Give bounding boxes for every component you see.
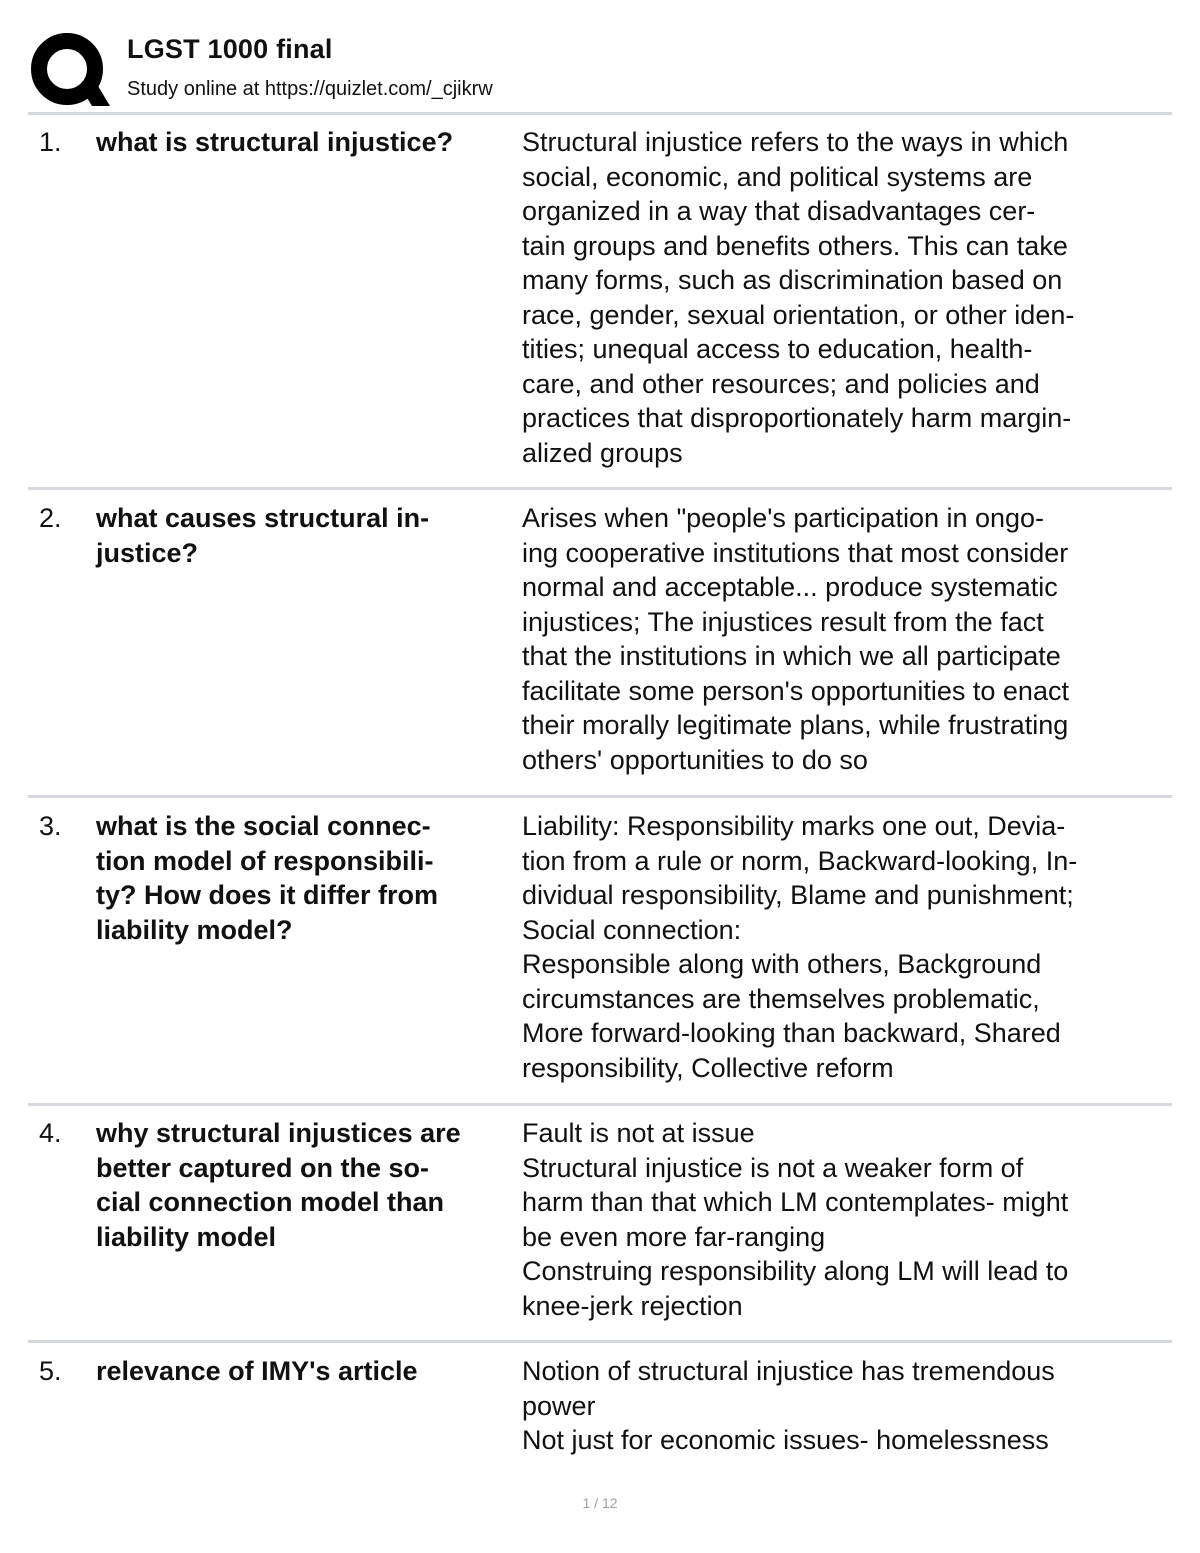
definition-line: normal and acceptable... produce systematic — [522, 572, 1058, 602]
definition-line: tion from a rule or norm, Backward-looking, In- — [522, 845, 1078, 876]
definition-line: social, economic, and political systems are — [522, 161, 1033, 192]
definition-line: alized groups — [522, 437, 683, 468]
card-divider — [28, 487, 1172, 490]
definition-line: Liability: Responsibility marks one out, Devia- — [522, 811, 1066, 841]
definition-line: ing cooperative institutions that most consider — [522, 537, 1069, 568]
page-indicator: 1 / 12 — [582, 1495, 618, 1511]
definition-line: Fault is not at issue — [522, 1118, 755, 1148]
definition-line: Not just for economic issues- homelessness — [522, 1425, 1049, 1455]
card-term — [96, 125, 521, 160]
term-line: what is structural injustice? — [96, 127, 454, 157]
definition-line: dividual responsibility, Blame and punishment; — [522, 880, 1074, 910]
flashcard-5 — [28, 1354, 1172, 1464]
definition-line: Construing responsibility along LM will lead to — [522, 1256, 1069, 1286]
term-line: ty? How does it differ from — [96, 880, 439, 910]
definition-line: that the institutions in which we all participate — [522, 641, 1061, 671]
term-line: better captured on the so- — [96, 1152, 430, 1183]
definition-line: Structural injustice is not a weaker form of — [522, 1152, 1024, 1183]
definition-line: Arises when "people's participation in ongo- — [522, 503, 1045, 533]
definition-line: others' opportunities to do so — [522, 744, 868, 775]
card-definition — [522, 1116, 1182, 1323]
term-line: justice? — [96, 537, 199, 568]
definition-line: power — [522, 1390, 596, 1421]
card-number: 5. — [39, 1356, 62, 1386]
card-divider — [28, 1340, 1172, 1343]
term-line: what causes structural in- — [96, 503, 430, 533]
definition-line: injustices; The injustices result from the fact — [522, 606, 1044, 637]
page-header — [28, 30, 1172, 112]
term-line: what is the social connec- — [96, 811, 431, 841]
term-line: tion model of responsibili- — [96, 845, 434, 876]
card-number: 1. — [39, 127, 62, 157]
card-term — [96, 501, 521, 570]
definition-line: care, and other resources; and policies and — [522, 368, 1040, 399]
definition-line: Notion of structural injustice has tremendous — [522, 1356, 1055, 1386]
definition-line: race, gender, sexual orientation, or other iden- — [522, 299, 1075, 330]
flashcard-2 — [28, 501, 1172, 783]
card-number: 3. — [39, 811, 62, 841]
term-line: why structural injustices are — [96, 1118, 461, 1148]
definition-line: More forward-looking than backward, Shared — [522, 1018, 1061, 1048]
card-number: 2. — [39, 503, 62, 533]
term-line: liability model — [96, 1221, 277, 1252]
term-line: cial connection model than — [96, 1187, 445, 1217]
card-number: 4. — [39, 1118, 62, 1148]
definition-line: organized in a way that disadvantages cer- — [522, 196, 1036, 226]
flashcard-3 — [28, 809, 1172, 1091]
definition-line: their morally legitimate plans, while frustrating — [522, 710, 1069, 740]
card-definition — [522, 1354, 1182, 1458]
definition-line: Responsible along with others, Background — [522, 949, 1042, 979]
definition-line: responsibility, Collective reform — [522, 1052, 894, 1083]
term-line: relevance of IMY's article — [96, 1356, 418, 1386]
definition-line: facilitate some person's opportunities to enact — [522, 675, 1069, 706]
header-divider — [28, 112, 1172, 115]
card-divider — [28, 795, 1172, 798]
flashcard-1 — [28, 125, 1172, 475]
card-definition — [522, 501, 1182, 777]
definition-line: tities; unequal access to education, health- — [522, 334, 1033, 364]
page-subtitle: Study online at https://quizlet.com/_cjikrw — [127, 78, 493, 100]
card-definition — [522, 125, 1182, 470]
page-title: LGST 1000 final — [127, 34, 333, 64]
card-definition — [522, 809, 1182, 1085]
definition-line: Social connection: — [522, 914, 742, 945]
definition-line: knee-jerk rejection — [522, 1290, 743, 1321]
definition-line: many forms, such as discrimination based on — [522, 265, 1063, 295]
card-divider — [28, 1103, 1172, 1106]
quizlet-logo-icon — [28, 30, 110, 110]
definition-line: harm than that which LM contemplates- might — [522, 1187, 1069, 1217]
card-term — [96, 1354, 521, 1389]
flashcard-4 — [28, 1116, 1172, 1330]
card-term — [96, 1116, 521, 1254]
card-term — [96, 809, 521, 947]
definition-line: circumstances are themselves problematic, — [522, 983, 1040, 1014]
definition-line: Structural injustice refers to the ways in which — [522, 127, 1069, 157]
definition-line: practices that disproportionately harm margin- — [522, 403, 1072, 433]
term-line: liability model? — [96, 914, 293, 945]
definition-line: be even more far-ranging — [522, 1221, 826, 1252]
definition-line: tain groups and benefits others. This can take — [522, 230, 1068, 261]
